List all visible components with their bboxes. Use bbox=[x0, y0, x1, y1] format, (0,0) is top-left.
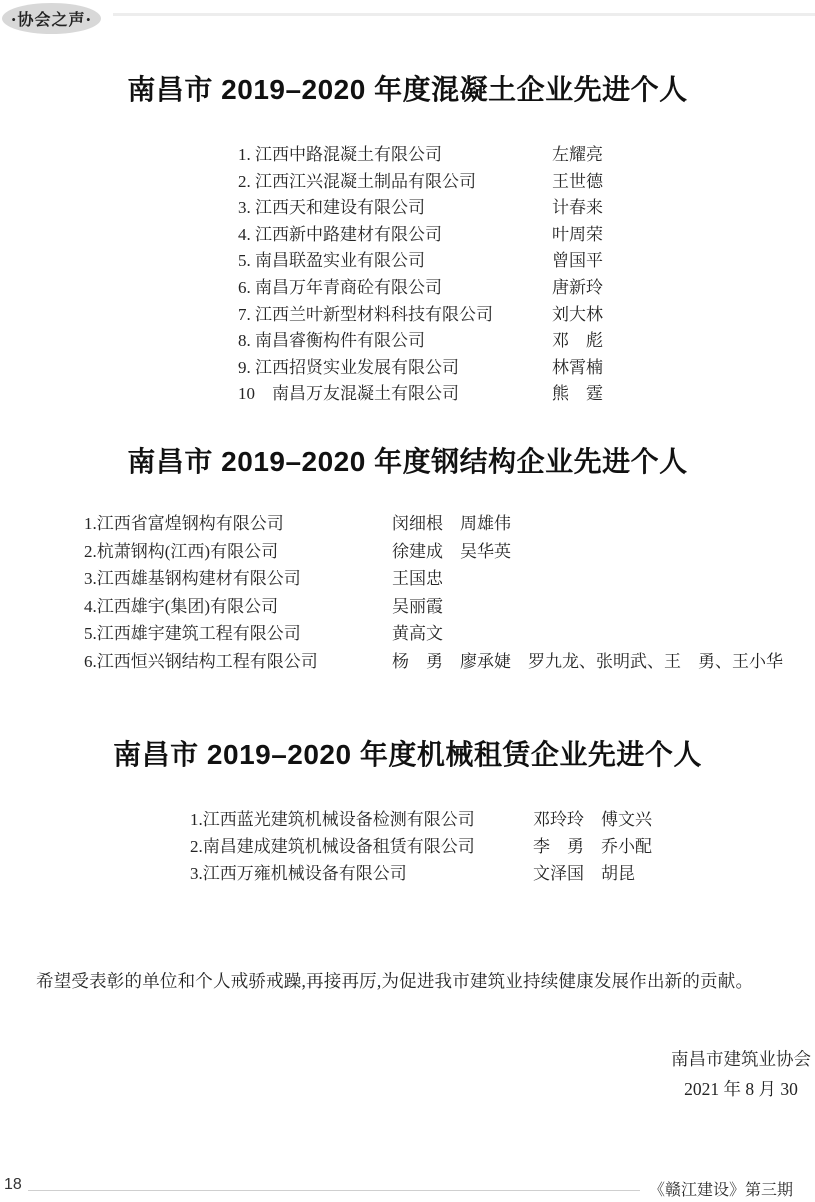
column-badge-label: ·协会之声· bbox=[10, 10, 93, 29]
award-list-steel bbox=[84, 510, 783, 676]
list-item bbox=[238, 248, 603, 275]
awardee-names: 王世德 bbox=[552, 171, 603, 191]
company-name: 6.江西恒兴钢结构工程有限公司 bbox=[84, 651, 318, 671]
list-item bbox=[238, 328, 603, 355]
list-item bbox=[84, 510, 783, 538]
closing-paragraph: 希望受表彰的单位和个人戒骄戒躁,再接再厉,为促进我市建筑业持续健康发展作出新的贡献。 bbox=[36, 971, 754, 991]
list-item bbox=[238, 142, 603, 169]
column-badge bbox=[2, 3, 101, 34]
signature-org: 南昌市建筑业协会 bbox=[671, 1049, 811, 1069]
awardee-names: 林霄楠 bbox=[552, 357, 603, 377]
signature-block bbox=[671, 1044, 811, 1104]
company-name: 4.江西雄宇(集团)有限公司 bbox=[84, 596, 279, 616]
company-name: 2.杭萧钢构(江西)有限公司 bbox=[84, 541, 279, 561]
list-item bbox=[190, 806, 652, 833]
list-item bbox=[190, 860, 652, 887]
list-item bbox=[238, 381, 603, 408]
list-item bbox=[190, 833, 652, 860]
company-name: 9. 江西招贤实业发展有限公司 bbox=[238, 357, 459, 377]
company-name: 4. 江西新中路建材有限公司 bbox=[238, 224, 442, 244]
awardee-names: 左耀亮 bbox=[552, 145, 603, 164]
company-name: 8. 南昌睿衡构件有限公司 bbox=[238, 331, 425, 351]
awardee-names: 叶周荣 bbox=[552, 224, 603, 244]
list-item bbox=[238, 355, 603, 382]
award-list-machinery bbox=[190, 806, 652, 887]
company-name: 10 南昌万友混凝土有限公司 bbox=[238, 384, 459, 404]
awardee-names: 杨 勇 廖承婕 罗九龙、张明武、王 勇、王小华 bbox=[392, 651, 783, 671]
journal-issue-label: 《赣江建设》第三期 bbox=[648, 1180, 793, 1199]
list-item bbox=[84, 620, 783, 648]
awardee-names: 熊 霆 bbox=[552, 384, 603, 404]
section-title-machinery: 南昌市 2019–2020 年度机械租赁企业先进个人 bbox=[113, 739, 702, 770]
list-item bbox=[238, 302, 603, 329]
company-name: 2.南昌建成建筑机械设备租赁有限公司 bbox=[190, 837, 475, 856]
awardee-names: 唐新玲 bbox=[552, 277, 603, 297]
awardee-names: 王国忠 bbox=[392, 569, 443, 589]
list-item bbox=[84, 593, 783, 621]
awardee-names: 邓玲玲 傅文兴 bbox=[533, 810, 652, 829]
company-name: 3.江西雄基钢构建材有限公司 bbox=[84, 569, 301, 589]
company-name: 7. 江西兰叶新型材料科技有限公司 bbox=[238, 304, 493, 324]
awardee-names: 李 勇 乔小配 bbox=[533, 837, 652, 856]
company-name: 1.江西省富煌钢构有限公司 bbox=[84, 514, 284, 533]
awardee-names: 徐建成 吴华英 bbox=[392, 541, 511, 561]
list-item bbox=[238, 275, 603, 302]
company-name: 3.江西万雍机械设备有限公司 bbox=[190, 864, 407, 883]
awardee-names: 邓 彪 bbox=[552, 331, 603, 351]
award-list-concrete bbox=[238, 142, 603, 408]
awardee-names: 文泽国 胡昆 bbox=[533, 864, 635, 883]
awardee-names: 刘大林 bbox=[552, 304, 603, 324]
section-title-concrete: 南昌市 2019–2020 年度混凝土企业先进个人 bbox=[127, 74, 688, 105]
list-item bbox=[84, 538, 783, 566]
header-rule bbox=[113, 13, 815, 16]
section-title-steel: 南昌市 2019–2020 年度钢结构企业先进个人 bbox=[127, 446, 688, 477]
footer-rule bbox=[28, 1190, 640, 1191]
signature-date: 2021 年 8 月 30 bbox=[684, 1079, 798, 1099]
list-item bbox=[238, 222, 603, 249]
awardee-names: 吴丽霞 bbox=[392, 596, 443, 616]
company-name: 1. 江西中路混凝土有限公司 bbox=[238, 145, 442, 164]
company-name: 1.江西蓝光建筑机械设备检测有限公司 bbox=[190, 810, 475, 829]
awardee-names: 曾国平 bbox=[552, 251, 603, 271]
page-number: 18 bbox=[4, 1176, 22, 1193]
awardee-names: 闵细根 周雄伟 bbox=[392, 514, 511, 533]
awardee-names: 黄高文 bbox=[392, 624, 443, 644]
company-name: 6. 南昌万年青商砼有限公司 bbox=[238, 277, 442, 297]
company-name: 3. 江西天和建设有限公司 bbox=[238, 198, 425, 218]
list-item bbox=[238, 169, 603, 196]
company-name: 5. 南昌联盈实业有限公司 bbox=[238, 251, 425, 271]
company-name: 5.江西雄宇建筑工程有限公司 bbox=[84, 624, 301, 644]
awardee-names: 计春来 bbox=[552, 198, 603, 218]
list-item bbox=[238, 195, 603, 222]
company-name: 2. 江西江兴混凝土制品有限公司 bbox=[238, 171, 476, 191]
list-item bbox=[84, 648, 783, 676]
list-item bbox=[84, 565, 783, 593]
